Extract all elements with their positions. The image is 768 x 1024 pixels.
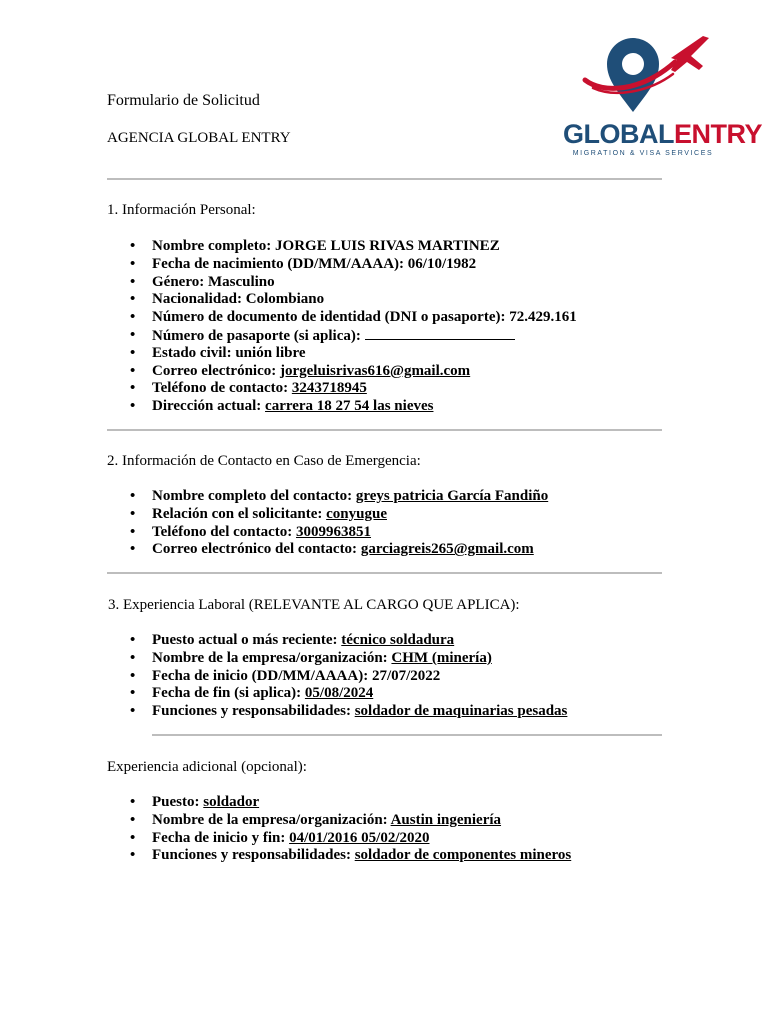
form-title: Formulario de Solicitud <box>107 92 260 109</box>
list-item: • Funciones y responsabilidades: soldador de maquinarias pesadas <box>152 703 567 721</box>
list-item: • Nombre de la empresa/organización: Austin ingeniería <box>152 812 571 830</box>
list-item: • Dirección actual: carrera 18 27 54 las nieves <box>152 398 577 416</box>
list-item: • Nombre completo: JORGE LUIS RIVAS MARTINEZ <box>152 238 577 256</box>
divider <box>107 429 662 431</box>
list-item: • Género: Masculino <box>152 274 577 292</box>
list-item: • Nacionalidad: Colombiano <box>152 291 577 309</box>
list-item: • Puesto: soldador <box>152 794 571 812</box>
list-item: • Fecha de inicio (DD/MM/AAAA): 27/07/2022 <box>152 668 567 686</box>
agency-name: AGENCIA GLOBAL ENTRY <box>107 130 291 146</box>
list-item: • Correo electrónico del contacto: garciagreis265@gmail.com <box>152 541 548 559</box>
logo-tagline: MIGRATION & VISA SERVICES <box>572 150 714 157</box>
section-work-heading: 3. Experiencia Laboral (RELEVANTE AL CARGO QUE APLICA): <box>108 597 520 613</box>
list-item: • Teléfono de contacto: 3243718945 <box>152 380 577 398</box>
additional-experience-list <box>152 794 571 865</box>
list-item: • Correo electrónico: jorgeluisrivas616@gmail.com <box>152 363 577 381</box>
list-item: • Nombre completo del contacto: greys patricia García Fandiño <box>152 488 548 506</box>
section-personal-heading: 1. Información Personal: <box>107 202 256 218</box>
list-item: • Estado civil: unión libre <box>152 345 577 363</box>
emergency-contact-list <box>152 488 548 559</box>
passport-blank-line <box>365 327 515 340</box>
plane-pin-icon <box>563 22 723 122</box>
divider <box>152 734 662 736</box>
personal-info-list <box>152 238 577 416</box>
section-additional-heading: Experiencia adicional (opcional): <box>107 759 307 775</box>
list-item: • Teléfono del contacto: 3009963851 <box>152 524 548 542</box>
list-item: • Fecha de inicio y fin: 04/01/2016 05/02/2020 <box>152 830 571 848</box>
divider <box>107 572 662 574</box>
section-emergency-heading: 2. Información de Contacto en Caso de Emergencia: <box>107 453 421 469</box>
list-item: • Número de pasaporte (si aplica): <box>152 327 577 345</box>
work-experience-list <box>152 632 567 721</box>
list-item: • Fecha de fin (si aplica): 05/08/2024 <box>152 685 567 703</box>
globalentry-logo <box>563 22 763 162</box>
list-item: • Número de documento de identidad (DNI o pasaporte): 72.429.161 <box>152 309 577 327</box>
list-item: • Fecha de nacimiento (DD/MM/AAAA): 06/10/1982 <box>152 256 577 274</box>
list-item: • Relación con el solicitante: conyugue <box>152 506 548 524</box>
list-item: • Funciones y responsabilidades: soldador de componentes mineros <box>152 847 571 865</box>
list-item: • Puesto actual o más reciente: técnico soldadura <box>152 632 567 650</box>
divider <box>107 178 662 180</box>
logo-wordmark: GLOBALENTRY <box>563 119 763 149</box>
list-item: • Nombre de la empresa/organización: CHM (minería) <box>152 650 567 668</box>
